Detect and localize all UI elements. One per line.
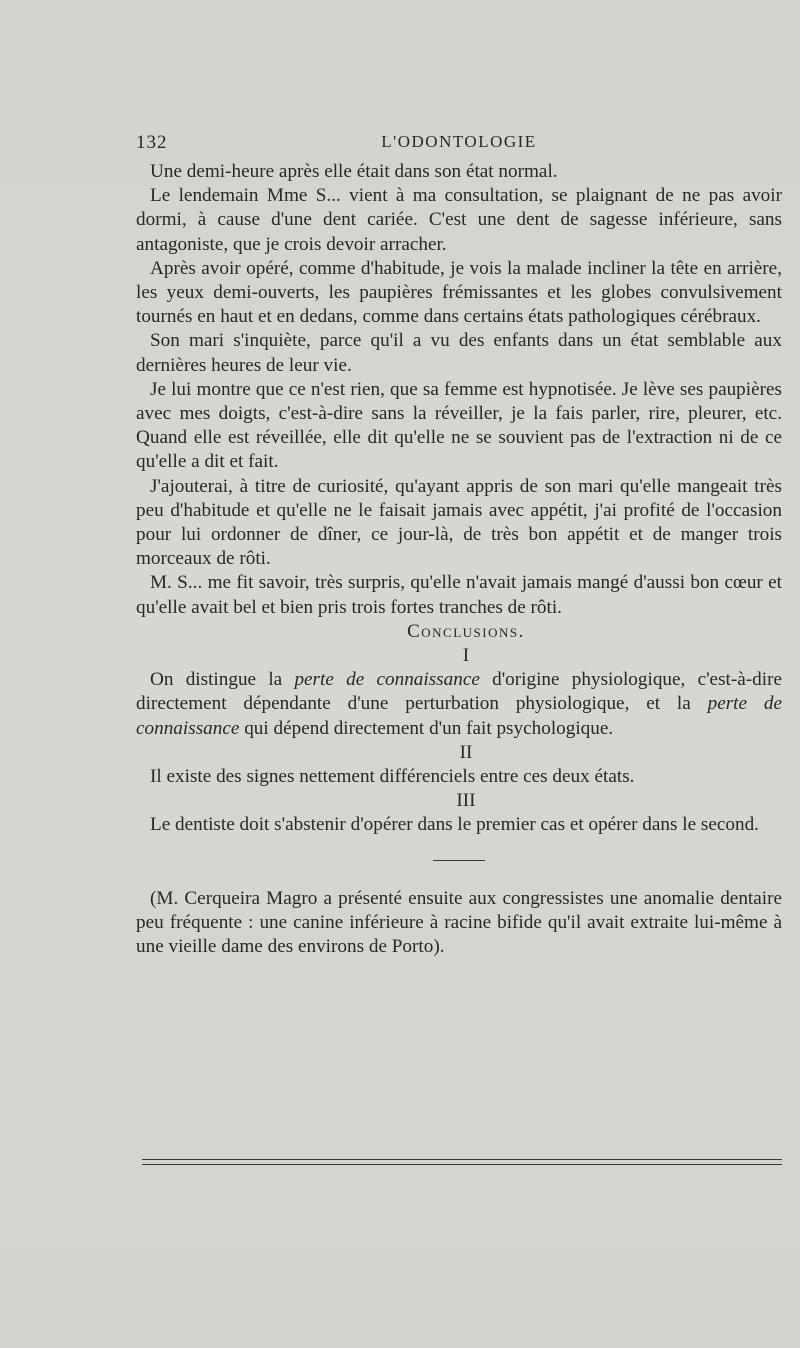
running-title: L'ODONTOLOGIE: [381, 132, 537, 151]
paragraph: Une demi-heure après elle était dans son état normal.: [150, 161, 558, 182]
conclusion-numeral: I: [462, 645, 470, 667]
paragraph: Après avoir opéré, comme d'habitude, je vois la malade incliner la tête en arrière, les yeux demi-ouverts, les paupières frémissantes et les globes convulsivement tournés en haut et en dedans, comme dans certains états pathologiques cérébraux.: [136, 257, 782, 328]
text-segment: On distingue la: [150, 669, 295, 691]
paragraph: Je lui montre que ce n'est rien, que sa femme est hypnotisée. Je lève ses paupières avec mes doigts, c'est-à-dire sans la réveiller, je la fais parler, rire, pleurer, etc. Quand elle est réveillée, elle dit qu'elle ne se souvient pas de l'extraction ni de ce qu'elle a dit et fait.: [136, 378, 782, 473]
page-header: [136, 128, 782, 156]
paragraph: M. S... me fit savoir, très surpris, qu'elle n'avait jamais mangé d'aussi bon cœur et qu'elle avait bel et bien pris trois fortes tranches de rôti.: [136, 572, 782, 618]
footer-double-rule: [142, 1159, 782, 1165]
text-segment: qui dépend directement d'un fait psychologique.: [239, 717, 614, 739]
section-divider: [433, 860, 485, 861]
body-text: [136, 160, 782, 959]
conclusion-text: [136, 668, 782, 741]
paragraph: Son mari s'inquiète, parce qu'il a vu des enfants dans un état semblable aux dernières heures de leur vie.: [136, 330, 782, 376]
page-number: 132: [136, 132, 168, 153]
conclusion-numeral: II: [459, 741, 473, 763]
closing-note: (M. Cerqueira Magro a présenté ensuite aux congressistes une anomalie dentaire peu fréquente : une canine inférieure à racine bifide qu'il avait extraite lui-même à une vieille dame des environs de Porto).: [136, 887, 782, 958]
conclusion-numeral: III: [456, 790, 476, 812]
conclusion-text: Il existe des signes nettement différenciels entre ces deux états.: [150, 766, 635, 788]
paragraph: J'ajouterai, à titre de curiosité, qu'ayant appris de son mari qu'elle mangeait très peu d'habitude et qu'elle ne le faisait jamais avec appétit, j'ai profité de l'occasion pour lui ordonner de dîner, ce jour-là, de très bon appétit et de manger trois morceaux de rôti.: [136, 475, 782, 570]
text-segment: d'origine physiologique, c'est-à-dire directement dépendante d'une perturbation physiologique, et la: [136, 669, 782, 715]
paragraph: Le lendemain Mme S... vient à ma consultation, se plaignant de ne pas avoir dormi, à cause d'une dent cariée. C'est une dent de sagesse inférieure, sans antagoniste, que je crois devoir arracher.: [136, 185, 782, 255]
italic-term: perte de connaissance: [294, 669, 480, 691]
conclusion-text: Le dentiste doit s'abstenir d'opérer dans le premier cas et opérer dans le second.: [150, 814, 759, 836]
italic-term: perte de connaissance: [136, 693, 782, 739]
conclusions-heading: Conclusions.: [407, 620, 525, 642]
